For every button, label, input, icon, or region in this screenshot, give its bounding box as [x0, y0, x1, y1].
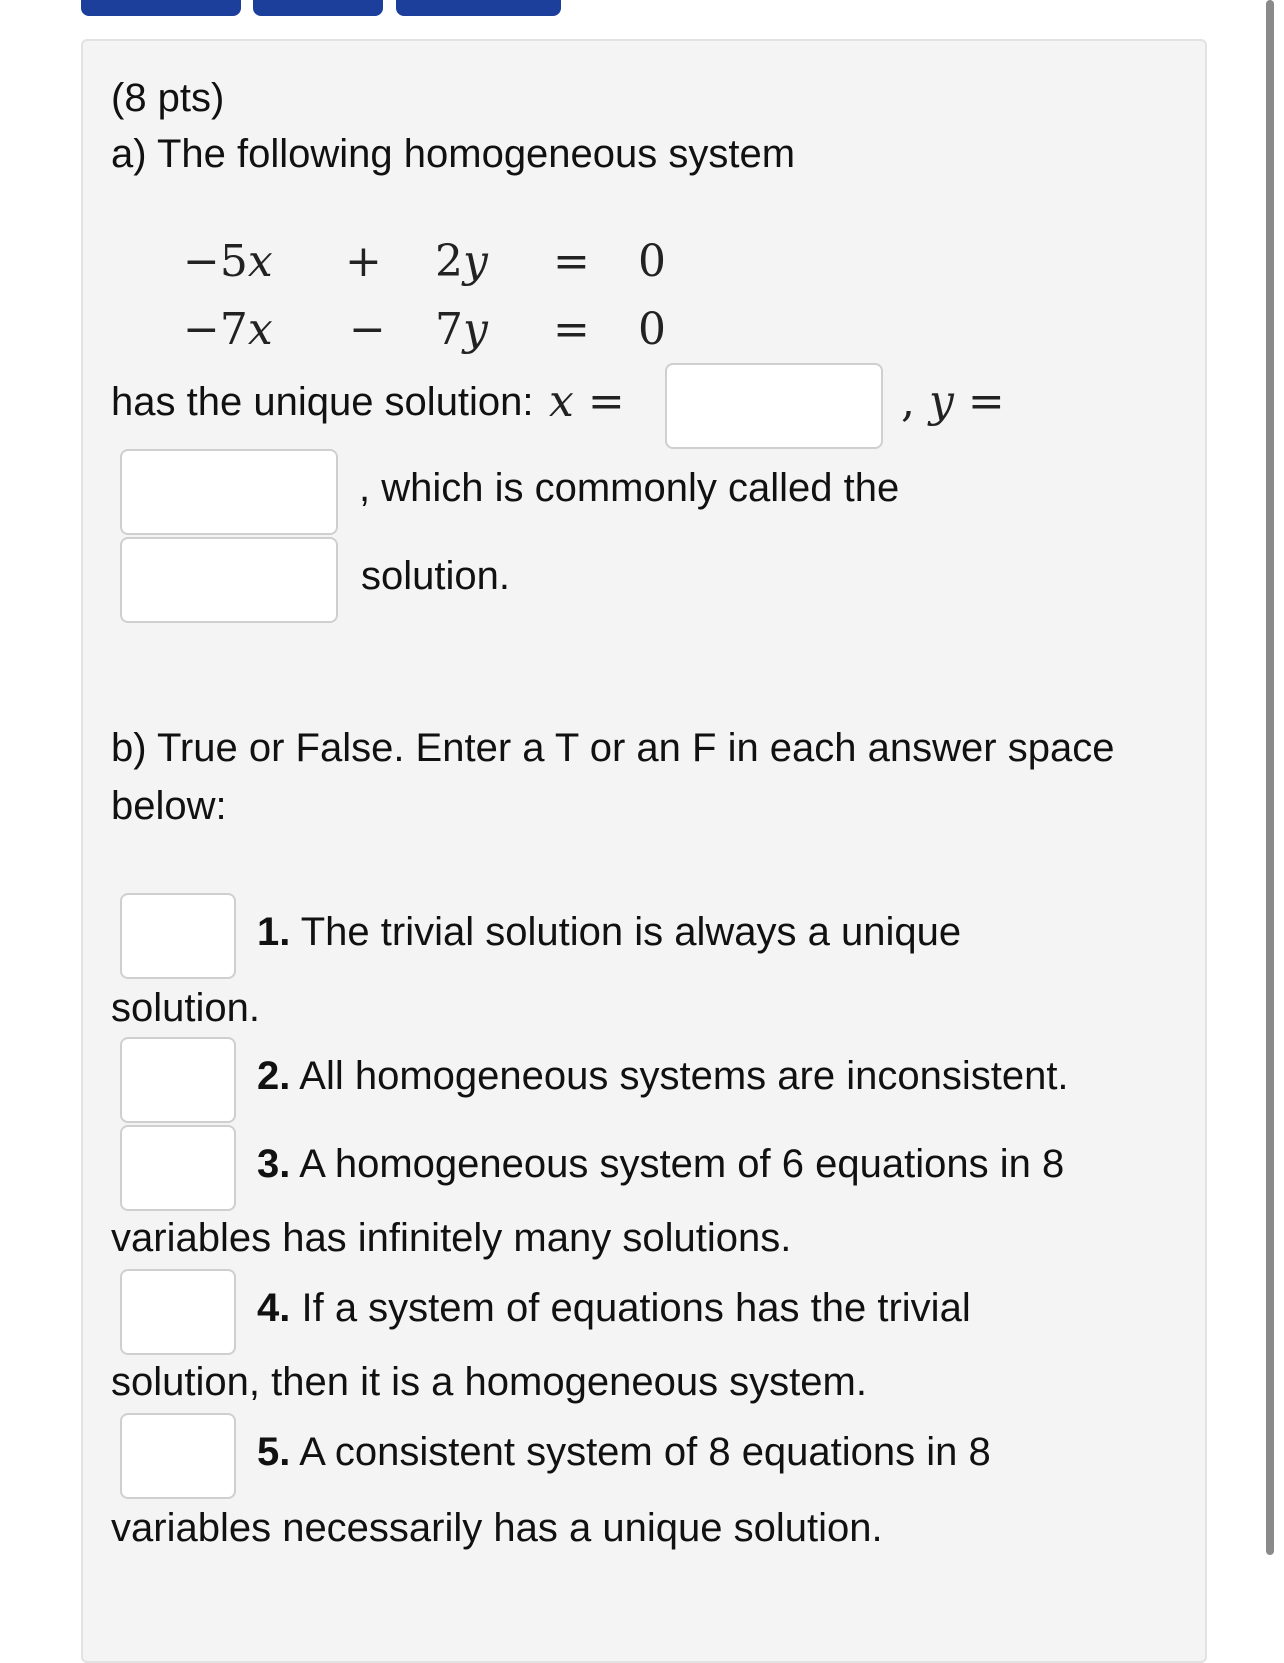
statement-5-text: 5. A consistent system of 8 equations in 8: [257, 1430, 991, 1474]
called-text: , which is commonly called the: [359, 466, 900, 510]
statement-5-number: 5.: [257, 1430, 291, 1474]
statement-1-continued: solution.: [111, 986, 260, 1030]
y-variable: , y =: [901, 376, 1005, 427]
statement-3-text: 3. A homogeneous system of 6 equations in 8: [257, 1142, 1065, 1186]
eq2-coef-x: −7x: [183, 304, 273, 355]
question-card: [81, 39, 1207, 1663]
statement-4-text: 4. If a system of equations has the trivial: [257, 1286, 971, 1330]
page-scrollbar[interactable]: [1266, 0, 1274, 1555]
eq2-rhs: 0: [638, 304, 666, 355]
statement-4-number: 4.: [257, 1286, 291, 1330]
statement-1-text: 1. The trivial solution is always a unique: [257, 910, 962, 954]
top-tab-bar: [0, 0, 1284, 20]
statement-5-answer-input[interactable]: [120, 1413, 236, 1499]
points-label: (8 pts): [111, 76, 225, 120]
eq1-coef-x: −5x: [183, 236, 273, 287]
x-value-input[interactable]: [665, 363, 883, 449]
statement-1-number: 1.: [257, 910, 291, 954]
statement-3-number: 3.: [257, 1142, 291, 1186]
statement-2-answer-input[interactable]: [120, 1037, 236, 1123]
statement-3-answer-input[interactable]: [120, 1125, 236, 1211]
solution-word: solution.: [361, 554, 510, 598]
solution-name-input[interactable]: [120, 537, 338, 623]
statement-5-continued: variables necessarily has a unique solution.: [111, 1506, 883, 1550]
x-variable: x =: [549, 376, 625, 427]
statement-3-continued: variables has infinitely many solutions.: [111, 1216, 792, 1260]
eq1-coef-y: 2y: [435, 236, 488, 287]
eq2-equals: =: [553, 304, 590, 355]
part-a-intro: a) The following homogeneous system: [111, 132, 796, 176]
eq2-coef-y: 7y: [435, 304, 488, 355]
eq1-operator: +: [345, 236, 382, 287]
tab-2[interactable]: [253, 0, 383, 16]
part-b-intro-line1: b) True or False. Enter a T or an F in each answer space: [111, 726, 1115, 770]
eq1-rhs: 0: [638, 236, 666, 287]
y-value-input[interactable]: [120, 449, 338, 535]
tab-3[interactable]: [396, 0, 561, 16]
statement-4-answer-input[interactable]: [120, 1269, 236, 1355]
eq2-operator: −: [349, 304, 386, 355]
eq1-equals: =: [553, 236, 590, 287]
solution-text: has the unique solution:: [111, 380, 534, 424]
part-b-intro-line2: below:: [111, 784, 227, 828]
statement-2-text: 2. All homogeneous systems are inconsistent.: [257, 1054, 1069, 1098]
statement-4-continued: solution, then it is a homogeneous system.: [111, 1360, 867, 1404]
tab-1[interactable]: [81, 0, 241, 16]
statement-1-answer-input[interactable]: [120, 893, 236, 979]
statement-2-number: 2.: [257, 1054, 291, 1098]
